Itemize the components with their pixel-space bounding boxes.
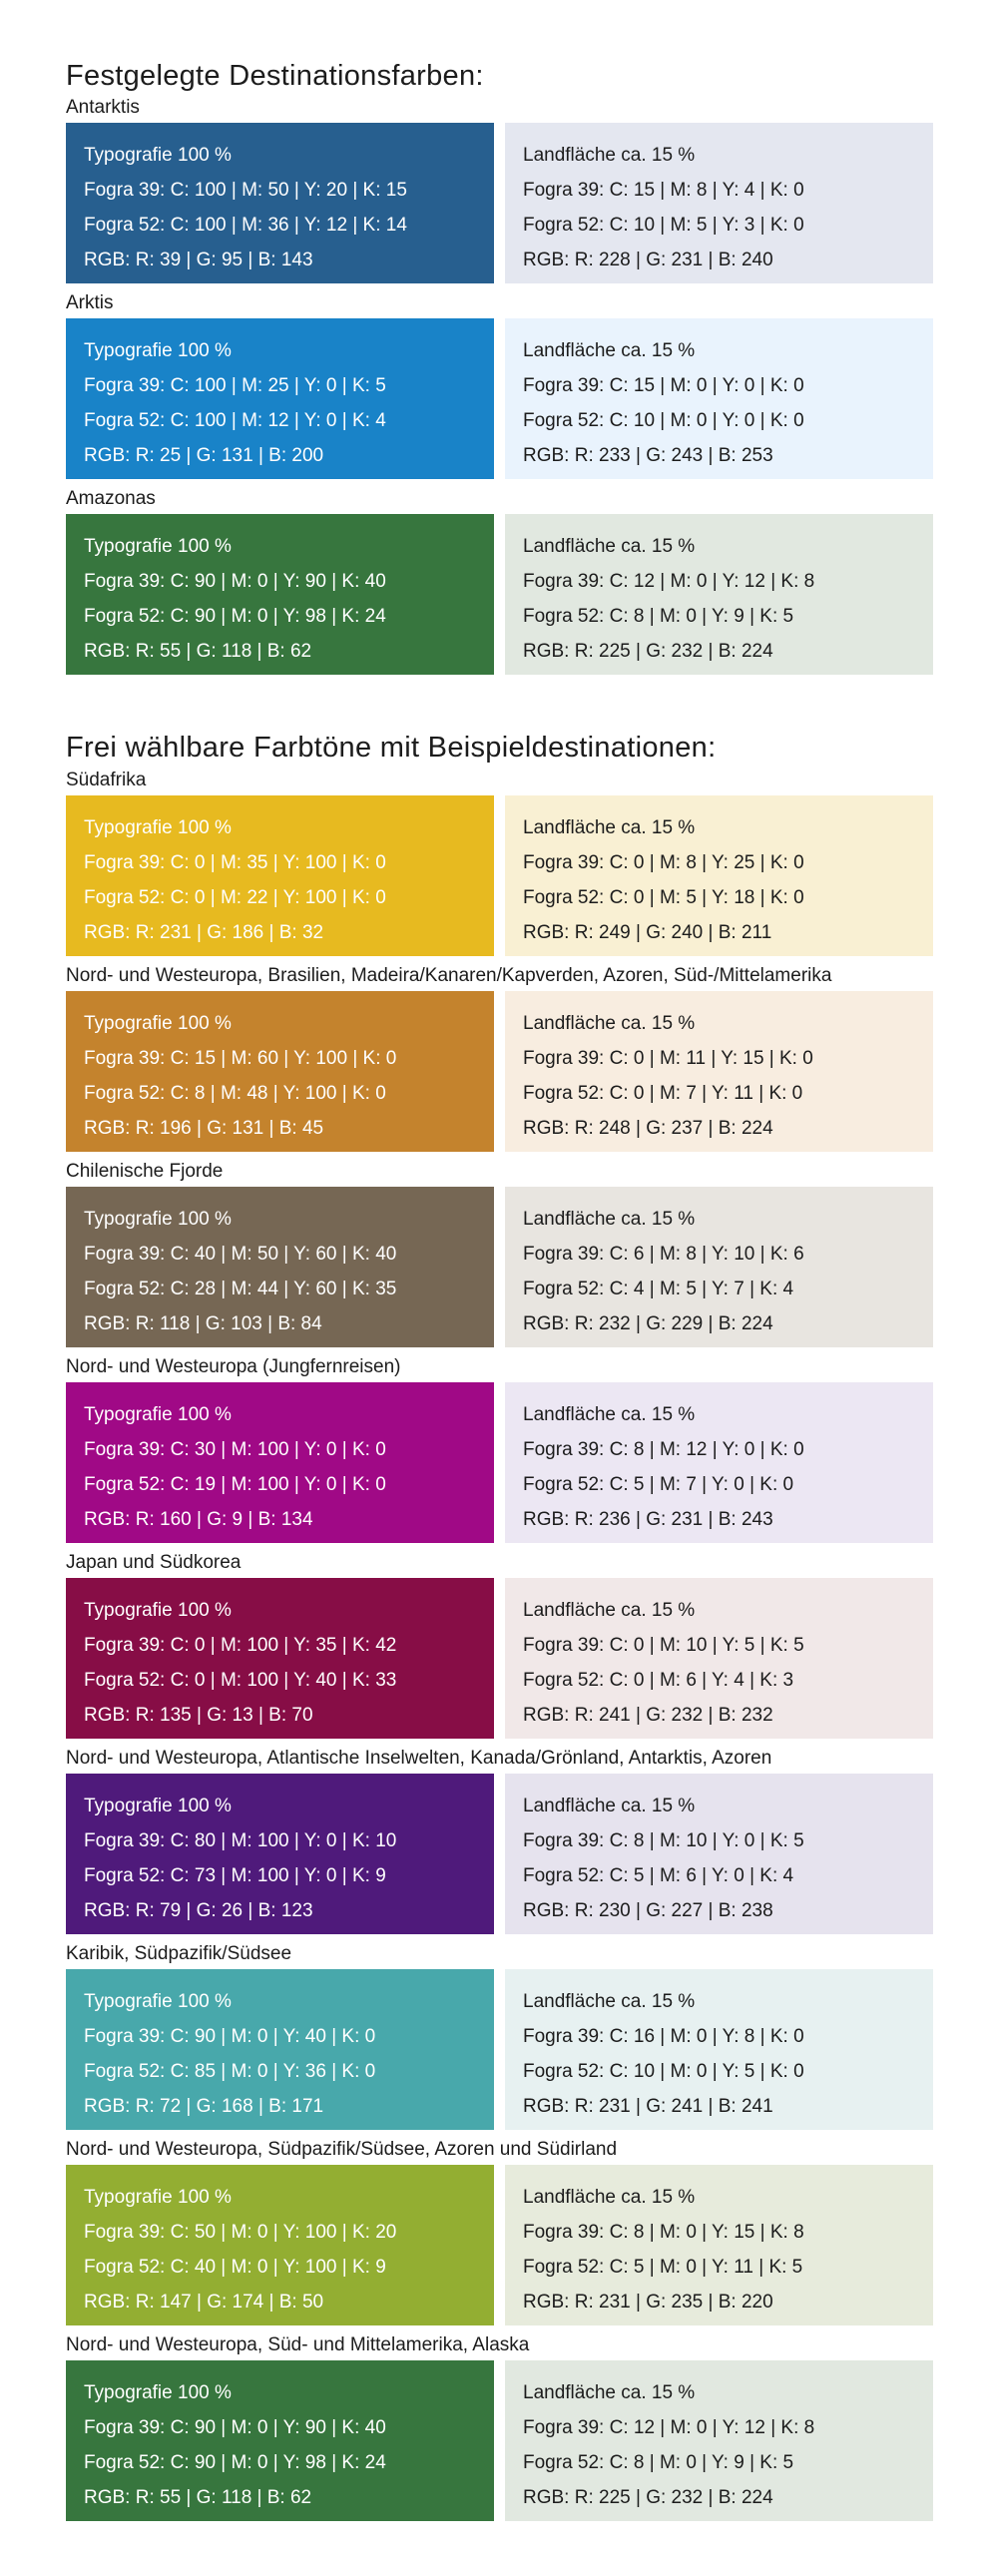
color-value-line: Fogra 52: C: 100 | M: 36 | Y: 12 | K: 14 bbox=[84, 215, 407, 236]
color-value-line: Fogra 39: C: 90 | M: 0 | Y: 40 | K: 0 bbox=[84, 2026, 376, 2047]
color-value-line: Fogra 39: C: 15 | M: 0 | Y: 0 | K: 0 bbox=[523, 375, 804, 396]
color-value-line: Fogra 52: C: 5 | M: 7 | Y: 0 | K: 0 bbox=[523, 1474, 794, 1495]
typography-color-swatch bbox=[66, 1774, 494, 1934]
swatch-heading: Landfläche ca. 15 % bbox=[523, 2382, 696, 2403]
destination-label: Japan und Südkorea bbox=[66, 1552, 242, 1573]
color-value-line: Fogra 52: C: 5 | M: 6 | Y: 0 | K: 4 bbox=[523, 1865, 794, 1886]
color-value-line: Fogra 39: C: 100 | M: 25 | Y: 0 | K: 5 bbox=[84, 375, 386, 396]
typography-color-swatch bbox=[66, 514, 494, 675]
typography-color-swatch bbox=[66, 123, 494, 283]
swatch-heading: Landfläche ca. 15 % bbox=[523, 1013, 696, 1034]
swatch-heading: Landfläche ca. 15 % bbox=[523, 1796, 696, 1816]
color-value-line: RGB: R: 39 | G: 95 | B: 143 bbox=[84, 250, 313, 270]
color-value-line: Fogra 52: C: 10 | M: 0 | Y: 0 | K: 0 bbox=[523, 410, 804, 431]
swatch-heading: Typografie 100 % bbox=[84, 2187, 232, 2208]
swatch-heading: Typografie 100 % bbox=[84, 2382, 232, 2403]
color-value-line: Fogra 52: C: 73 | M: 100 | Y: 0 | K: 9 bbox=[84, 1865, 386, 1886]
color-value-line: Fogra 39: C: 0 | M: 35 | Y: 100 | K: 0 bbox=[84, 852, 386, 873]
color-value-line: RGB: R: 236 | G: 231 | B: 243 bbox=[523, 1509, 773, 1530]
swatch-heading: Typografie 100 % bbox=[84, 340, 232, 361]
color-value-line: Fogra 39: C: 0 | M: 11 | Y: 15 | K: 0 bbox=[523, 1048, 813, 1069]
color-value-line: RGB: R: 79 | G: 26 | B: 123 bbox=[84, 1900, 313, 1921]
color-value-line: RGB: R: 135 | G: 13 | B: 70 bbox=[84, 1705, 313, 1726]
swatch-heading: Typografie 100 % bbox=[84, 536, 232, 557]
color-value-line: Fogra 52: C: 90 | M: 0 | Y: 98 | K: 24 bbox=[84, 2452, 386, 2473]
color-value-line: Fogra 52: C: 10 | M: 5 | Y: 3 | K: 0 bbox=[523, 215, 804, 236]
color-value-line: Fogra 52: C: 0 | M: 22 | Y: 100 | K: 0 bbox=[84, 887, 386, 908]
typography-color-swatch bbox=[66, 1187, 494, 1347]
destination-label: Amazonas bbox=[66, 488, 156, 509]
color-value-line: Fogra 52: C: 0 | M: 7 | Y: 11 | K: 0 bbox=[523, 1083, 803, 1104]
color-value-line: Fogra 52: C: 40 | M: 0 | Y: 100 | K: 9 bbox=[84, 2257, 386, 2278]
color-value-line: RGB: R: 232 | G: 229 | B: 224 bbox=[523, 1313, 773, 1334]
color-value-line: Fogra 39: C: 8 | M: 10 | Y: 0 | K: 5 bbox=[523, 1830, 804, 1851]
color-value-line: RGB: R: 248 | G: 237 | B: 224 bbox=[523, 1118, 773, 1139]
land-area-color-swatch bbox=[505, 795, 933, 956]
color-value-line: Fogra 39: C: 0 | M: 100 | Y: 35 | K: 42 bbox=[84, 1635, 397, 1656]
color-value-line: Fogra 52: C: 0 | M: 100 | Y: 40 | K: 33 bbox=[84, 1670, 397, 1691]
color-value-line: Fogra 52: C: 5 | M: 0 | Y: 11 | K: 5 bbox=[523, 2257, 803, 2278]
color-value-line: Fogra 52: C: 8 | M: 0 | Y: 9 | K: 5 bbox=[523, 606, 794, 627]
typography-color-swatch bbox=[66, 2360, 494, 2521]
swatch-heading: Typografie 100 % bbox=[84, 1991, 232, 2012]
color-value-line: Fogra 52: C: 28 | M: 44 | Y: 60 | K: 35 bbox=[84, 1279, 397, 1299]
color-value-line: Fogra 52: C: 100 | M: 12 | Y: 0 | K: 4 bbox=[84, 410, 386, 431]
color-value-line: Fogra 39: C: 90 | M: 0 | Y: 90 | K: 40 bbox=[84, 571, 386, 592]
land-area-color-swatch bbox=[505, 1187, 933, 1347]
typography-color-swatch bbox=[66, 795, 494, 956]
destination-label: Arktis bbox=[66, 292, 114, 313]
color-value-line: Fogra 39: C: 12 | M: 0 | Y: 12 | K: 8 bbox=[523, 2417, 815, 2438]
swatch-heading: Landfläche ca. 15 % bbox=[523, 1404, 696, 1425]
destination-label: Südafrika bbox=[66, 770, 147, 790]
land-area-color-swatch bbox=[505, 2165, 933, 2325]
color-value-line: Fogra 39: C: 0 | M: 8 | Y: 25 | K: 0 bbox=[523, 852, 804, 873]
swatch-heading: Landfläche ca. 15 % bbox=[523, 2187, 696, 2208]
land-area-color-swatch bbox=[505, 2360, 933, 2521]
swatch-heading: Landfläche ca. 15 % bbox=[523, 817, 696, 838]
swatch-heading: Landfläche ca. 15 % bbox=[523, 1991, 696, 2012]
swatch-heading: Typografie 100 % bbox=[84, 1404, 232, 1425]
swatch-heading: Typografie 100 % bbox=[84, 1796, 232, 1816]
color-value-line: Fogra 39: C: 100 | M: 50 | Y: 20 | K: 15 bbox=[84, 180, 407, 201]
swatch-heading: Landfläche ca. 15 % bbox=[523, 1209, 696, 1230]
swatch-heading: Landfläche ca. 15 % bbox=[523, 340, 696, 361]
swatch-heading: Typografie 100 % bbox=[84, 1013, 232, 1034]
swatch-heading: Landfläche ca. 15 % bbox=[523, 145, 696, 166]
land-area-color-swatch bbox=[505, 514, 933, 675]
color-value-line: RGB: R: 55 | G: 118 | B: 62 bbox=[84, 2487, 312, 2508]
land-area-color-swatch bbox=[505, 1382, 933, 1543]
typography-color-swatch bbox=[66, 1969, 494, 2130]
color-value-line: Fogra 39: C: 6 | M: 8 | Y: 10 | K: 6 bbox=[523, 1244, 804, 1265]
land-area-color-swatch bbox=[505, 123, 933, 283]
color-value-line: RGB: R: 196 | G: 131 | B: 45 bbox=[84, 1118, 324, 1139]
land-area-color-swatch bbox=[505, 1774, 933, 1934]
swatch-heading: Typografie 100 % bbox=[84, 1600, 232, 1621]
color-value-line: RGB: R: 72 | G: 168 | B: 171 bbox=[84, 2096, 324, 2117]
color-value-line: RGB: R: 225 | G: 232 | B: 224 bbox=[523, 641, 773, 662]
color-value-line: Fogra 39: C: 15 | M: 8 | Y: 4 | K: 0 bbox=[523, 180, 804, 201]
color-value-line: Fogra 39: C: 50 | M: 0 | Y: 100 | K: 20 bbox=[84, 2222, 397, 2243]
swatch-heading: Landfläche ca. 15 % bbox=[523, 536, 696, 557]
fixed-colors-heading: Festgelegte Destinationsfarben: bbox=[66, 60, 484, 92]
color-value-line: RGB: R: 225 | G: 232 | B: 224 bbox=[523, 2487, 773, 2508]
color-value-line: Fogra 39: C: 8 | M: 12 | Y: 0 | K: 0 bbox=[523, 1439, 804, 1460]
color-value-line: Fogra 39: C: 40 | M: 50 | Y: 60 | K: 40 bbox=[84, 1244, 397, 1265]
color-value-line: RGB: R: 241 | G: 232 | B: 232 bbox=[523, 1705, 773, 1726]
color-value-line: RGB: R: 231 | G: 235 | B: 220 bbox=[523, 2292, 773, 2313]
free-colors-heading: Frei wählbare Farbtöne mit Beispieldestinationen: bbox=[66, 732, 717, 764]
color-value-line: RGB: R: 233 | G: 243 | B: 253 bbox=[523, 445, 773, 466]
color-value-line: Fogra 39: C: 15 | M: 60 | Y: 100 | K: 0 bbox=[84, 1048, 397, 1069]
destination-label: Karibik, Südpazifik/Südsee bbox=[66, 1943, 292, 1964]
swatch-heading: Typografie 100 % bbox=[84, 145, 232, 166]
color-value-line: Fogra 52: C: 0 | M: 6 | Y: 4 | K: 3 bbox=[523, 1670, 794, 1691]
swatch-heading: Landfläche ca. 15 % bbox=[523, 1600, 696, 1621]
destination-label: Nord- und Westeuropa (Jungfernreisen) bbox=[66, 1356, 401, 1377]
color-value-line: Fogra 52: C: 0 | M: 5 | Y: 18 | K: 0 bbox=[523, 887, 804, 908]
color-value-line: Fogra 39: C: 16 | M: 0 | Y: 8 | K: 0 bbox=[523, 2026, 804, 2047]
color-value-line: Fogra 52: C: 85 | M: 0 | Y: 36 | K: 0 bbox=[84, 2061, 376, 2082]
color-value-line: RGB: R: 147 | G: 174 | B: 50 bbox=[84, 2292, 324, 2313]
color-value-line: RGB: R: 249 | G: 240 | B: 211 bbox=[523, 922, 772, 943]
color-value-line: RGB: R: 230 | G: 227 | B: 238 bbox=[523, 1900, 773, 1921]
land-area-color-swatch bbox=[505, 1969, 933, 2130]
destination-label: Chilenische Fjorde bbox=[66, 1161, 224, 1182]
typography-color-swatch bbox=[66, 991, 494, 1152]
color-value-line: Fogra 52: C: 4 | M: 5 | Y: 7 | K: 4 bbox=[523, 1279, 794, 1299]
swatch-heading: Typografie 100 % bbox=[84, 817, 232, 838]
land-area-color-swatch bbox=[505, 1578, 933, 1739]
typography-color-swatch bbox=[66, 1578, 494, 1739]
typography-color-swatch bbox=[66, 1382, 494, 1543]
color-value-line: Fogra 39: C: 90 | M: 0 | Y: 90 | K: 40 bbox=[84, 2417, 386, 2438]
swatch-heading: Typografie 100 % bbox=[84, 1209, 232, 1230]
land-area-color-swatch bbox=[505, 318, 933, 479]
color-value-line: Fogra 52: C: 10 | M: 0 | Y: 5 | K: 0 bbox=[523, 2061, 804, 2082]
color-value-line: RGB: R: 231 | G: 241 | B: 241 bbox=[523, 2096, 773, 2117]
typography-color-swatch bbox=[66, 318, 494, 479]
destination-label: Nord- und Westeuropa, Südpazifik/Südsee, Azoren und Südirland bbox=[66, 2139, 618, 2160]
color-value-line: RGB: R: 231 | G: 186 | B: 32 bbox=[84, 922, 324, 943]
destination-label: Antarktis bbox=[66, 97, 140, 118]
color-value-line: Fogra 52: C: 19 | M: 100 | Y: 0 | K: 0 bbox=[84, 1474, 386, 1495]
typography-color-swatch bbox=[66, 2165, 494, 2325]
color-value-line: Fogra 39: C: 0 | M: 10 | Y: 5 | K: 5 bbox=[523, 1635, 804, 1656]
color-value-line: Fogra 39: C: 8 | M: 0 | Y: 15 | K: 8 bbox=[523, 2222, 804, 2243]
color-value-line: RGB: R: 118 | G: 103 | B: 84 bbox=[84, 1313, 322, 1334]
color-value-line: RGB: R: 228 | G: 231 | B: 240 bbox=[523, 250, 773, 270]
destination-label: Nord- und Westeuropa, Brasilien, Madeira/Kanaren/Kapverden, Azoren, Süd-/Mittelamerika bbox=[66, 965, 832, 986]
color-value-line: Fogra 39: C: 80 | M: 100 | Y: 0 | K: 10 bbox=[84, 1830, 397, 1851]
land-area-color-swatch bbox=[505, 991, 933, 1152]
color-value-line: Fogra 52: C: 8 | M: 48 | Y: 100 | K: 0 bbox=[84, 1083, 386, 1104]
destination-label: Nord- und Westeuropa, Atlantische Inselwelten, Kanada/Grönland, Antarktis, Azoren bbox=[66, 1748, 772, 1769]
color-value-line: Fogra 39: C: 30 | M: 100 | Y: 0 | K: 0 bbox=[84, 1439, 386, 1460]
color-value-line: Fogra 39: C: 12 | M: 0 | Y: 12 | K: 8 bbox=[523, 571, 815, 592]
color-value-line: Fogra 52: C: 8 | M: 0 | Y: 9 | K: 5 bbox=[523, 2452, 794, 2473]
color-value-line: Fogra 52: C: 90 | M: 0 | Y: 98 | K: 24 bbox=[84, 606, 386, 627]
color-value-line: RGB: R: 25 | G: 131 | B: 200 bbox=[84, 445, 324, 466]
color-value-line: RGB: R: 160 | G: 9 | B: 134 bbox=[84, 1509, 313, 1530]
destination-label: Nord- und Westeuropa, Süd- und Mittelamerika, Alaska bbox=[66, 2334, 530, 2355]
color-value-line: RGB: R: 55 | G: 118 | B: 62 bbox=[84, 641, 312, 662]
